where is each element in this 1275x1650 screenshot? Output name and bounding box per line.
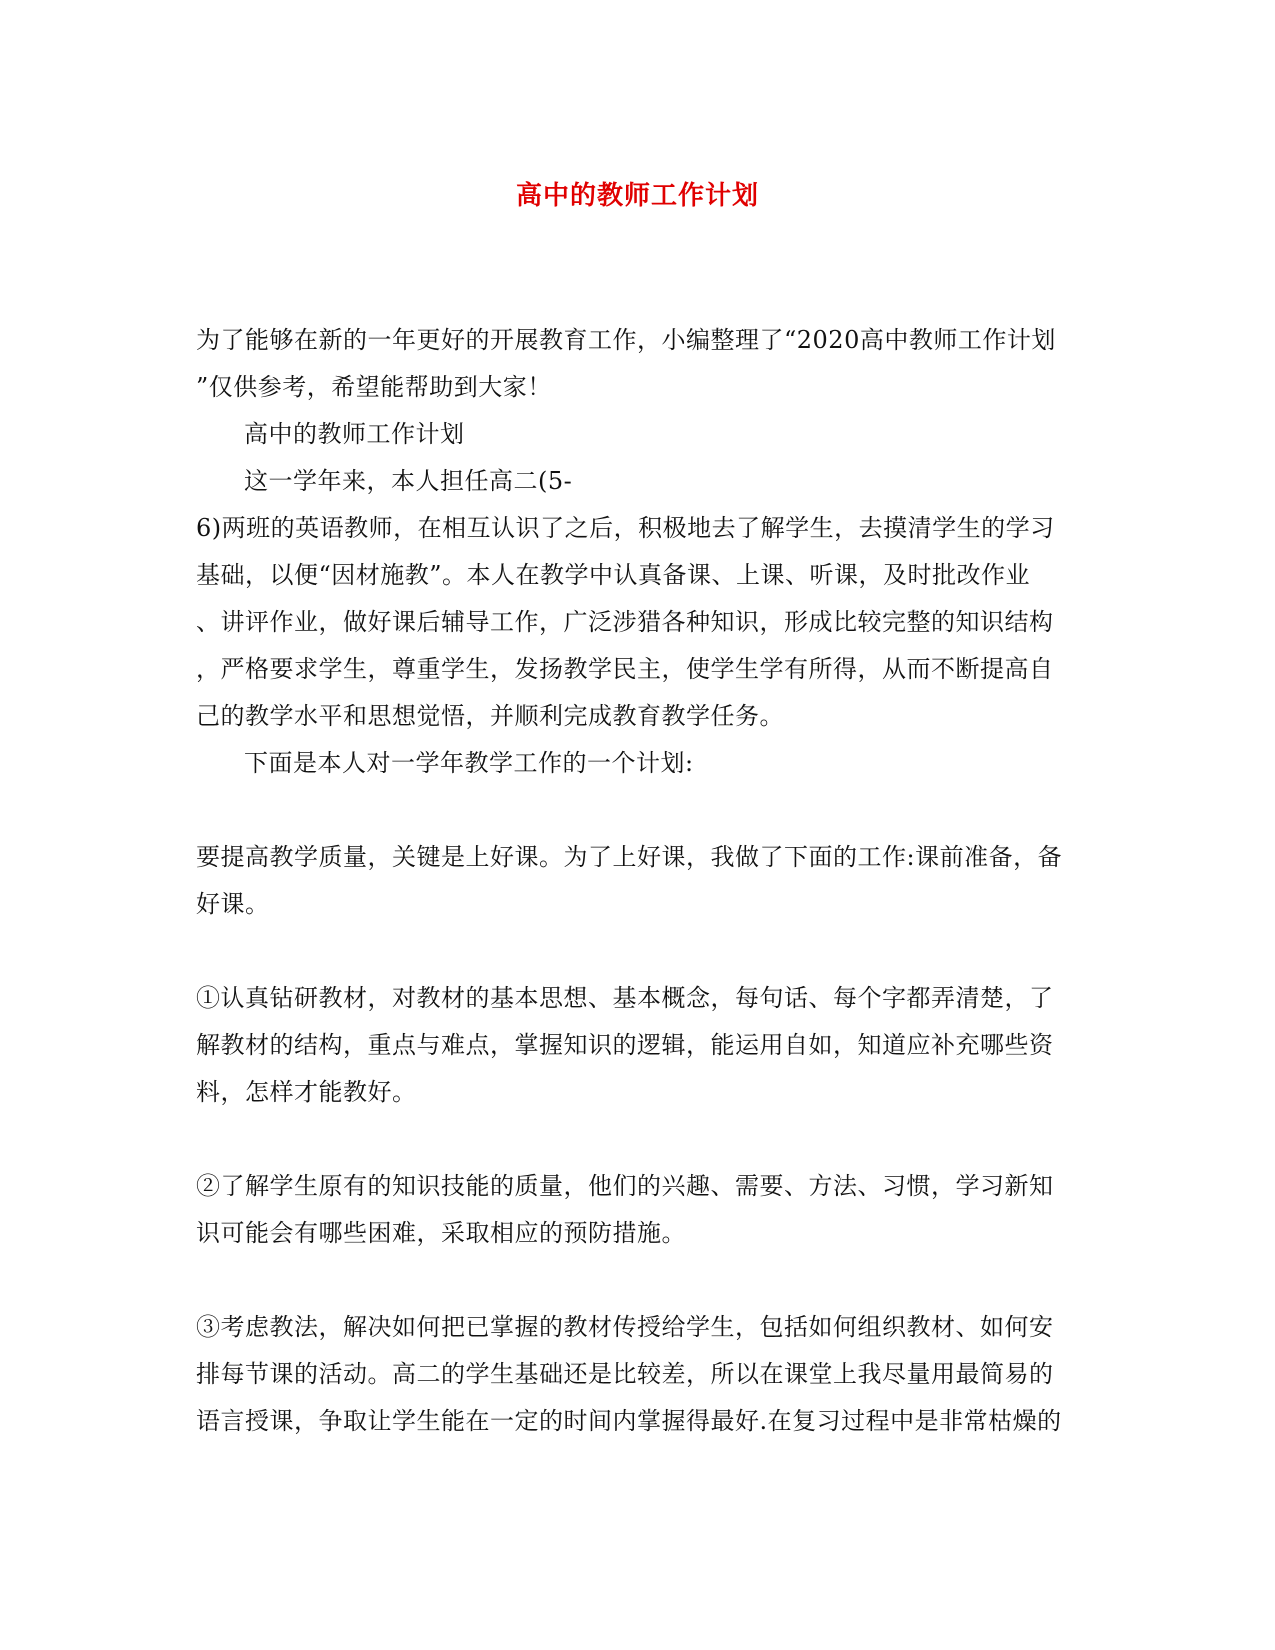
body-line: ”仅供参考，希望能帮助到大家！ — [196, 373, 552, 401]
list-item: ③考虑教法，解决如何把已掌握的教材传授给学生，包括如何组织教材、如何安 — [196, 1313, 1054, 1341]
document-title: 高中的教师工作计划 — [515, 181, 759, 211]
body-line: ，严格要求学生，尊重学生，发扬教学民主，使学生学有所得，从而不断提高自 — [196, 655, 1054, 683]
body-line: 识可能会有哪些困难，采取相应的预防措施。 — [196, 1219, 686, 1247]
body-line: 好课。 — [196, 890, 270, 918]
body-line: 6)两班的英语教师，在相互认识了之后，积极地去了解学生，去摸清学生的学习 — [196, 514, 1055, 542]
list-item: ①认真钻研教材，对教材的基本思想、基本概念，每句话、每个字都弄清楚，了 — [196, 984, 1054, 1012]
body-line: 基础，以便“因材施教”。本人在教学中认真备课、上课、听课，及时批改作业 — [196, 561, 1031, 589]
section-heading: 高中的教师工作计划 — [244, 420, 465, 448]
body-line: 下面是本人对一学年教学工作的一个计划: — [244, 749, 694, 777]
body-line: 己的教学水平和思想觉悟，并顺利完成教育教学任务。 — [196, 702, 784, 730]
body-line: 为了能够在新的一年更好的开展教育工作，小编整理了“2020高中教师工作计划 — [196, 326, 1056, 354]
body-line: 解教材的结构，重点与难点，掌握知识的逻辑，能运用自如，知道应补充哪些资 — [196, 1031, 1054, 1059]
body-line: 这一学年来，本人担任高二(5- — [244, 467, 573, 495]
body-line: 排每节课的活动。高二的学生基础还是比较差，所以在课堂上我尽量用最简易的 — [196, 1360, 1054, 1388]
body-line: 要提高教学质量，关键是上好课。为了上好课，我做了下面的工作:课前准备，备 — [196, 843, 1063, 871]
body-line: 语言授课，争取让学生能在一定的时间内掌握得最好.在复习过程中是非常枯燥的 — [196, 1407, 1062, 1435]
body-line: 、讲评作业，做好课后辅导工作，广泛涉猎各种知识，形成比较完整的知识结构 — [196, 608, 1054, 636]
body-line: 料，怎样才能教好。 — [196, 1078, 417, 1106]
list-item: ②了解学生原有的知识技能的质量，他们的兴趣、需要、方法、习惯，学习新知 — [196, 1172, 1054, 1200]
